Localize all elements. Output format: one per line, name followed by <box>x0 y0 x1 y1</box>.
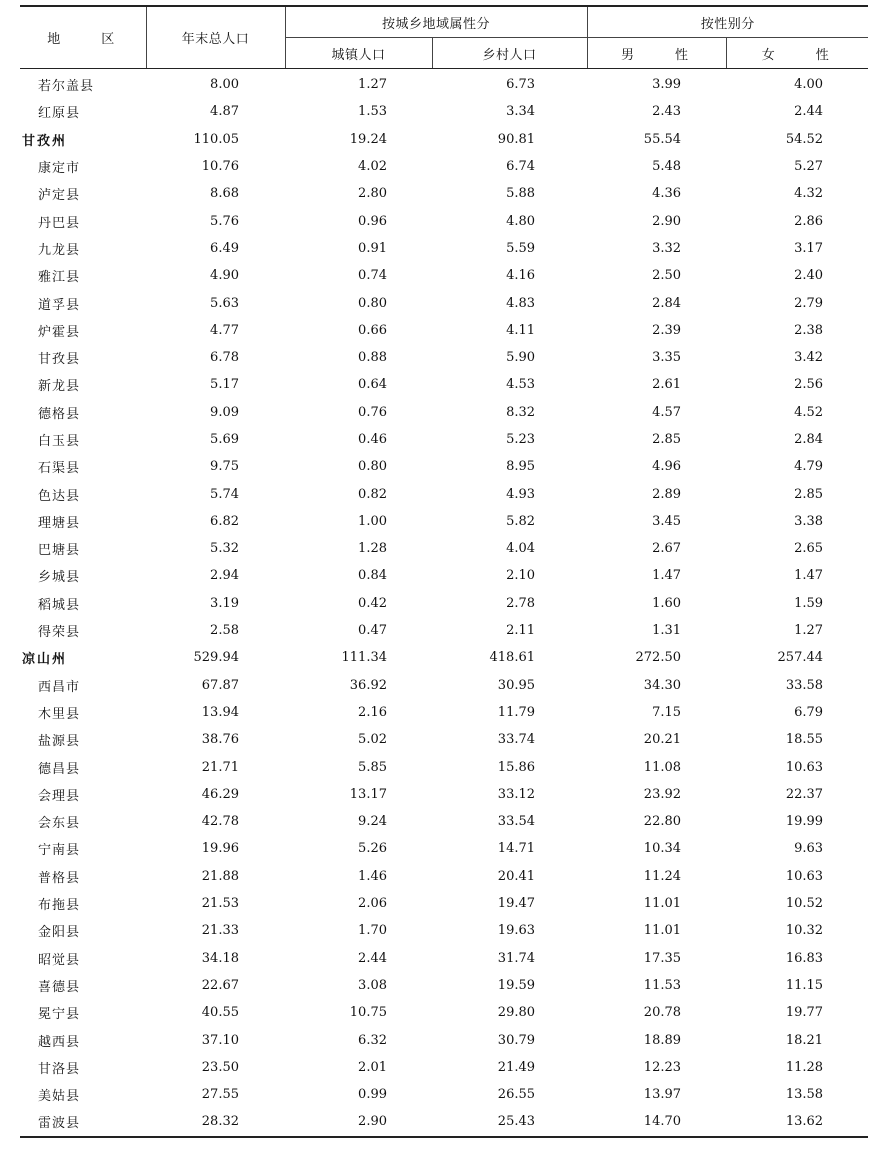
table-row <box>20 426 868 453</box>
header-urban-rural-group: 按城乡地域属性分 <box>285 6 587 38</box>
table-row <box>20 317 868 344</box>
cell-urban: 1.00 <box>358 513 387 529</box>
cell-rural: 33.12 <box>497 786 536 802</box>
cell-total: 5.76 <box>210 213 239 229</box>
cell-rural: 14.71 <box>497 841 536 857</box>
cell-rural: 5.88 <box>506 186 536 202</box>
cell-urban: 1.28 <box>358 541 387 557</box>
table-row <box>20 945 868 972</box>
cell-male: 11.24 <box>643 868 682 884</box>
table-row <box>20 153 868 180</box>
cell-urban: 0.91 <box>358 240 387 256</box>
cell-rural: 20.41 <box>497 868 536 884</box>
cell-total: 2.58 <box>210 623 239 639</box>
cell-rural: 29.80 <box>497 1005 536 1021</box>
table-row <box>20 235 868 262</box>
cell-male: 4.57 <box>652 404 682 420</box>
cell-female: 10.63 <box>785 868 824 884</box>
cell-urban: 0.47 <box>358 623 387 639</box>
cell-male: 55.54 <box>643 131 682 147</box>
table-row <box>20 289 868 316</box>
cell-urban: 2.44 <box>358 950 387 966</box>
cell-male: 2.84 <box>652 295 682 311</box>
cell-rural: 30.95 <box>497 677 536 693</box>
cell-male: 11.01 <box>643 896 682 912</box>
cell-female: 10.52 <box>785 896 824 912</box>
cell-rural: 6.73 <box>506 77 536 93</box>
cell-region: 色达县 <box>38 488 81 504</box>
cell-male: 3.35 <box>652 350 682 366</box>
cell-rural: 5.59 <box>506 240 536 256</box>
cell-region: 雷波县 <box>20 1108 146 1136</box>
table-row <box>20 180 868 207</box>
cell-male: 4.36 <box>652 186 682 202</box>
table-row <box>20 999 868 1026</box>
cell-female: 1.47 <box>794 568 824 584</box>
cell-urban: 0.84 <box>358 568 387 584</box>
cell-total: 9.09 <box>210 404 239 420</box>
cell-rural: 21.49 <box>497 1059 536 1075</box>
cell-urban: 0.96 <box>358 213 387 229</box>
cell-rural: 8.32 <box>506 404 536 420</box>
cell-male: 7.15 <box>652 704 682 720</box>
cell-male: 20.21 <box>643 732 682 748</box>
table-row <box>20 699 868 726</box>
cell-urban: 0.46 <box>358 432 387 447</box>
cell-female: 19.77 <box>785 1005 824 1021</box>
table-row <box>20 371 868 398</box>
cell-male: 1.47 <box>652 568 682 584</box>
cell-rural: 4.16 <box>506 268 536 284</box>
cell-total: 21.71 <box>201 759 239 775</box>
cell-total: 6.78 <box>210 350 239 366</box>
cell-rural: 5.82 <box>506 513 536 529</box>
cell-female: 22.37 <box>785 786 824 802</box>
cell-rural: 6.74 <box>506 159 536 175</box>
cell-region: 丹巴县 <box>38 215 81 231</box>
cell-total: 4.90 <box>210 268 239 284</box>
cell-female: 18.21 <box>785 1032 824 1048</box>
cell-total: 5.17 <box>210 377 239 393</box>
cell-total: 9.75 <box>210 459 239 475</box>
header-female: 女 性 <box>726 38 868 69</box>
cell-male: 11.08 <box>643 759 682 775</box>
cell-urban: 0.66 <box>358 322 387 338</box>
cell-region: 新龙县 <box>38 379 81 395</box>
cell-region: 盐源县 <box>38 734 81 750</box>
cell-urban: 2.16 <box>358 704 387 720</box>
cell-urban: 0.74 <box>358 268 387 284</box>
cell-total: 5.63 <box>210 295 239 311</box>
cell-rural: 19.63 <box>497 923 536 939</box>
cell-urban: 4.02 <box>358 159 387 175</box>
table-body <box>20 69 868 1137</box>
table-row <box>20 1026 868 1053</box>
cell-male: 17.35 <box>643 950 682 966</box>
table-row <box>20 726 868 753</box>
cell-male: 2.61 <box>652 377 682 393</box>
cell-rural: 31.74 <box>497 950 536 966</box>
cell-female: 5.27 <box>794 159 824 175</box>
cell-female: 19.99 <box>785 814 824 830</box>
cell-total: 5.32 <box>210 541 239 557</box>
table-row <box>20 617 868 644</box>
cell-female: 2.79 <box>794 295 824 311</box>
cell-region: 凉山州 <box>22 652 68 668</box>
cell-rural: 33.54 <box>497 814 536 830</box>
cell-female: 10.32 <box>785 923 824 939</box>
table-row <box>20 890 868 917</box>
cell-region: 甘孜州 <box>22 133 68 149</box>
cell-region: 越西县 <box>38 1034 81 1050</box>
cell-urban: 10.75 <box>349 1005 387 1021</box>
cell-region: 石渠县 <box>38 461 81 477</box>
cell-female: 9.63 <box>794 841 824 857</box>
header-region: 地 区 <box>20 6 146 69</box>
cell-female: 11.15 <box>785 977 824 993</box>
cell-female: 16.83 <box>785 950 824 966</box>
cell-male: 272.50 <box>635 650 682 666</box>
cell-rural: 2.78 <box>506 595 536 611</box>
table-row <box>20 262 868 289</box>
cell-urban: 5.02 <box>358 732 387 748</box>
cell-male: 12.23 <box>643 1059 682 1075</box>
cell-rural: 418.61 <box>489 650 536 666</box>
cell-female: 13.58 <box>785 1087 824 1103</box>
cell-male: 23.92 <box>643 786 682 802</box>
cell-male: 2.85 <box>652 432 682 447</box>
cell-total: 19.96 <box>201 841 239 857</box>
cell-region: 美姑县 <box>38 1089 81 1105</box>
cell-female: 1.59 <box>794 595 824 611</box>
cell-region: 雅江县 <box>38 270 81 286</box>
table-row <box>20 781 868 808</box>
cell-total: 6.82 <box>210 513 239 529</box>
cell-female: 3.38 <box>794 513 824 529</box>
cell-region: 昭觉县 <box>38 952 81 968</box>
cell-urban: 36.92 <box>349 677 387 693</box>
table-row <box>20 590 868 617</box>
cell-region: 得荣县 <box>38 625 81 641</box>
cell-total: 3.19 <box>210 595 239 611</box>
cell-female: 2.38 <box>794 322 824 338</box>
cell-total: 6.49 <box>210 240 239 256</box>
table-row <box>20 69 868 99</box>
table-row <box>20 972 868 999</box>
cell-urban: 1.53 <box>358 104 387 120</box>
cell-urban: 2.90 <box>285 1108 432 1136</box>
cell-total: 27.55 <box>201 1087 239 1103</box>
cell-male: 4.96 <box>652 459 682 475</box>
cell-rural: 15.86 <box>497 759 536 775</box>
cell-urban: 1.27 <box>358 77 387 93</box>
cell-rural: 25.43 <box>432 1108 587 1136</box>
cell-urban: 0.76 <box>358 404 387 420</box>
cell-male: 11.53 <box>643 977 682 993</box>
cell-urban: 2.01 <box>358 1059 387 1075</box>
cell-rural: 4.04 <box>506 541 536 557</box>
cell-region: 稻城县 <box>38 597 81 613</box>
cell-region: 道孚县 <box>38 297 81 313</box>
cell-male: 3.99 <box>652 77 682 93</box>
cell-female: 18.55 <box>785 732 824 748</box>
table-row <box>20 207 868 234</box>
cell-female: 13.62 <box>726 1108 868 1136</box>
cell-rural: 30.79 <box>497 1032 536 1048</box>
cell-total: 8.00 <box>210 77 239 93</box>
cell-total: 28.32 <box>146 1108 285 1136</box>
cell-female: 1.27 <box>794 623 824 639</box>
table-row <box>20 344 868 371</box>
cell-urban: 13.17 <box>349 786 387 802</box>
cell-male: 20.78 <box>643 1005 682 1021</box>
cell-rural: 2.10 <box>506 568 536 584</box>
cell-region: 白玉县 <box>38 434 81 449</box>
cell-region: 喜德县 <box>38 979 81 995</box>
cell-region: 会东县 <box>38 816 81 832</box>
cell-region: 会理县 <box>38 788 81 804</box>
cell-urban: 1.46 <box>358 868 387 884</box>
cell-female: 6.79 <box>794 704 824 720</box>
cell-urban: 19.24 <box>349 131 387 147</box>
cell-female: 2.40 <box>794 268 824 284</box>
cell-total: 38.76 <box>201 732 239 748</box>
cell-total: 2.94 <box>210 568 239 584</box>
cell-male: 1.60 <box>652 595 682 611</box>
cell-rural: 4.83 <box>506 295 536 311</box>
cell-region: 乡城县 <box>38 570 81 586</box>
table-row <box>20 808 868 835</box>
cell-rural: 11.79 <box>497 704 536 720</box>
cell-rural: 33.74 <box>497 732 536 748</box>
cell-total: 46.29 <box>201 786 239 802</box>
cell-urban: 0.64 <box>358 377 387 393</box>
cell-male: 5.48 <box>652 159 682 175</box>
cell-female: 3.42 <box>794 350 824 366</box>
cell-male: 2.67 <box>652 541 682 557</box>
cell-male: 3.45 <box>652 513 682 529</box>
cell-urban: 2.80 <box>358 186 387 202</box>
cell-urban: 0.42 <box>358 595 387 611</box>
cell-urban: 6.32 <box>358 1032 387 1048</box>
cell-total: 40.55 <box>201 1005 239 1021</box>
cell-male: 2.90 <box>652 213 682 229</box>
cell-female: 2.85 <box>794 486 824 502</box>
cell-region: 德格县 <box>38 406 81 422</box>
cell-total: 13.94 <box>201 704 239 720</box>
cell-urban: 9.24 <box>358 814 387 830</box>
cell-female: 2.65 <box>794 541 824 557</box>
cell-region: 普格县 <box>38 870 81 886</box>
cell-total: 37.10 <box>201 1032 239 1048</box>
cell-region: 红原县 <box>38 106 81 122</box>
cell-rural: 90.81 <box>497 131 536 147</box>
cell-urban: 3.08 <box>358 977 387 993</box>
table-row <box>20 480 868 507</box>
cell-region: 康定市 <box>38 161 81 177</box>
cell-region: 西昌市 <box>38 679 81 695</box>
table-row <box>20 835 868 862</box>
cell-rural: 3.34 <box>506 104 536 120</box>
cell-region: 甘洛县 <box>38 1061 81 1077</box>
table-row <box>20 753 868 780</box>
cell-rural: 19.59 <box>497 977 536 993</box>
header-sex-group: 按性别分 <box>587 6 868 38</box>
cell-rural: 2.11 <box>506 623 536 639</box>
table-row <box>20 98 868 125</box>
cell-female: 4.32 <box>794 186 824 202</box>
cell-rural: 4.93 <box>506 486 536 502</box>
cell-urban: 0.88 <box>358 350 387 366</box>
cell-female: 54.52 <box>785 131 824 147</box>
cell-male: 3.32 <box>652 240 682 256</box>
cell-total: 22.67 <box>201 977 239 993</box>
cell-total: 23.50 <box>201 1059 239 1075</box>
cell-urban: 0.99 <box>358 1087 387 1103</box>
cell-region: 巴塘县 <box>38 543 81 559</box>
table-row <box>20 1054 868 1081</box>
table-row <box>20 399 868 426</box>
cell-male: 18.89 <box>643 1032 682 1048</box>
cell-region: 布拖县 <box>38 898 81 914</box>
cell-region: 若尔盖县 <box>38 79 95 95</box>
cell-male: 2.39 <box>652 322 682 338</box>
cell-region: 甘孜县 <box>38 352 81 368</box>
table-row <box>20 917 868 944</box>
cell-total: 4.87 <box>210 104 239 120</box>
cell-region: 德昌县 <box>38 761 81 777</box>
cell-total: 21.33 <box>201 923 239 939</box>
cell-rural: 5.23 <box>506 432 536 447</box>
cell-region: 炉霍县 <box>38 324 81 340</box>
table-row <box>20 1081 868 1108</box>
cell-female: 4.52 <box>794 404 824 420</box>
cell-total: 5.69 <box>210 432 239 447</box>
cell-male: 11.01 <box>643 923 682 939</box>
cell-rural: 19.47 <box>497 896 536 912</box>
table-row <box>20 672 868 699</box>
cell-female: 11.28 <box>785 1059 824 1075</box>
header-total-population: 年末总人口 <box>146 6 285 69</box>
cell-total: 34.18 <box>201 950 239 966</box>
cell-urban: 1.70 <box>358 923 387 939</box>
cell-urban: 5.26 <box>358 841 387 857</box>
cell-urban: 111.34 <box>341 650 387 666</box>
cell-region: 冕宁县 <box>38 1007 81 1023</box>
cell-female: 10.63 <box>785 759 824 775</box>
cell-female: 4.79 <box>794 459 824 475</box>
cell-male: 2.50 <box>652 268 682 284</box>
header-urban: 城镇人口 <box>285 38 432 69</box>
cell-female: 2.56 <box>794 377 824 393</box>
cell-female: 33.58 <box>785 677 824 693</box>
cell-rural: 26.55 <box>497 1087 536 1103</box>
table-row <box>20 453 868 480</box>
cell-urban: 0.80 <box>358 459 387 475</box>
cell-region: 木里县 <box>38 706 81 722</box>
cell-male: 22.80 <box>643 814 682 830</box>
cell-urban: 0.80 <box>358 295 387 311</box>
cell-total: 529.94 <box>193 650 239 666</box>
cell-total: 110.05 <box>193 131 239 147</box>
population-table <box>20 5 868 1138</box>
cell-male: 10.34 <box>643 841 682 857</box>
table-row <box>20 508 868 535</box>
cell-total: 21.88 <box>201 868 239 884</box>
cell-male: 2.43 <box>652 104 682 120</box>
cell-region: 宁南县 <box>38 843 81 859</box>
cell-total: 67.87 <box>201 677 239 693</box>
cell-female: 2.44 <box>794 104 824 120</box>
cell-total: 21.53 <box>201 896 239 912</box>
cell-region: 金阳县 <box>38 925 81 941</box>
header-rural: 乡村人口 <box>432 38 587 69</box>
cell-female: 2.84 <box>794 432 824 447</box>
table-row <box>20 562 868 589</box>
cell-female: 3.17 <box>794 240 824 256</box>
cell-male: 14.70 <box>587 1108 726 1136</box>
cell-region: 九龙县 <box>38 242 81 258</box>
cell-male: 34.30 <box>643 677 682 693</box>
cell-rural: 4.11 <box>506 322 536 338</box>
cell-female: 2.86 <box>794 213 824 229</box>
cell-female: 4.00 <box>794 77 824 93</box>
table-row <box>20 535 868 562</box>
cell-total: 42.78 <box>201 814 239 830</box>
cell-rural: 8.95 <box>506 459 536 475</box>
cell-female: 257.44 <box>777 650 824 666</box>
table-row <box>20 126 868 153</box>
cell-total: 8.68 <box>210 186 239 202</box>
cell-urban: 2.06 <box>358 896 387 912</box>
cell-region: 理塘县 <box>38 515 81 531</box>
cell-male: 2.89 <box>652 486 682 502</box>
cell-male: 1.31 <box>652 623 682 639</box>
cell-region: 泸定县 <box>38 188 81 204</box>
table-header <box>20 6 868 69</box>
table-row <box>20 863 868 890</box>
table-row <box>20 644 868 671</box>
cell-rural: 4.80 <box>506 213 536 229</box>
cell-urban: 5.85 <box>358 759 387 775</box>
cell-total: 5.74 <box>210 486 239 502</box>
cell-male: 13.97 <box>643 1087 682 1103</box>
cell-rural: 4.53 <box>506 377 536 393</box>
cell-urban: 0.82 <box>358 486 387 502</box>
header-male: 男 性 <box>587 38 726 69</box>
cell-total: 10.76 <box>201 159 239 175</box>
cell-rural: 5.90 <box>506 350 536 366</box>
cell-total: 4.77 <box>210 322 239 338</box>
table-row <box>20 1108 868 1136</box>
